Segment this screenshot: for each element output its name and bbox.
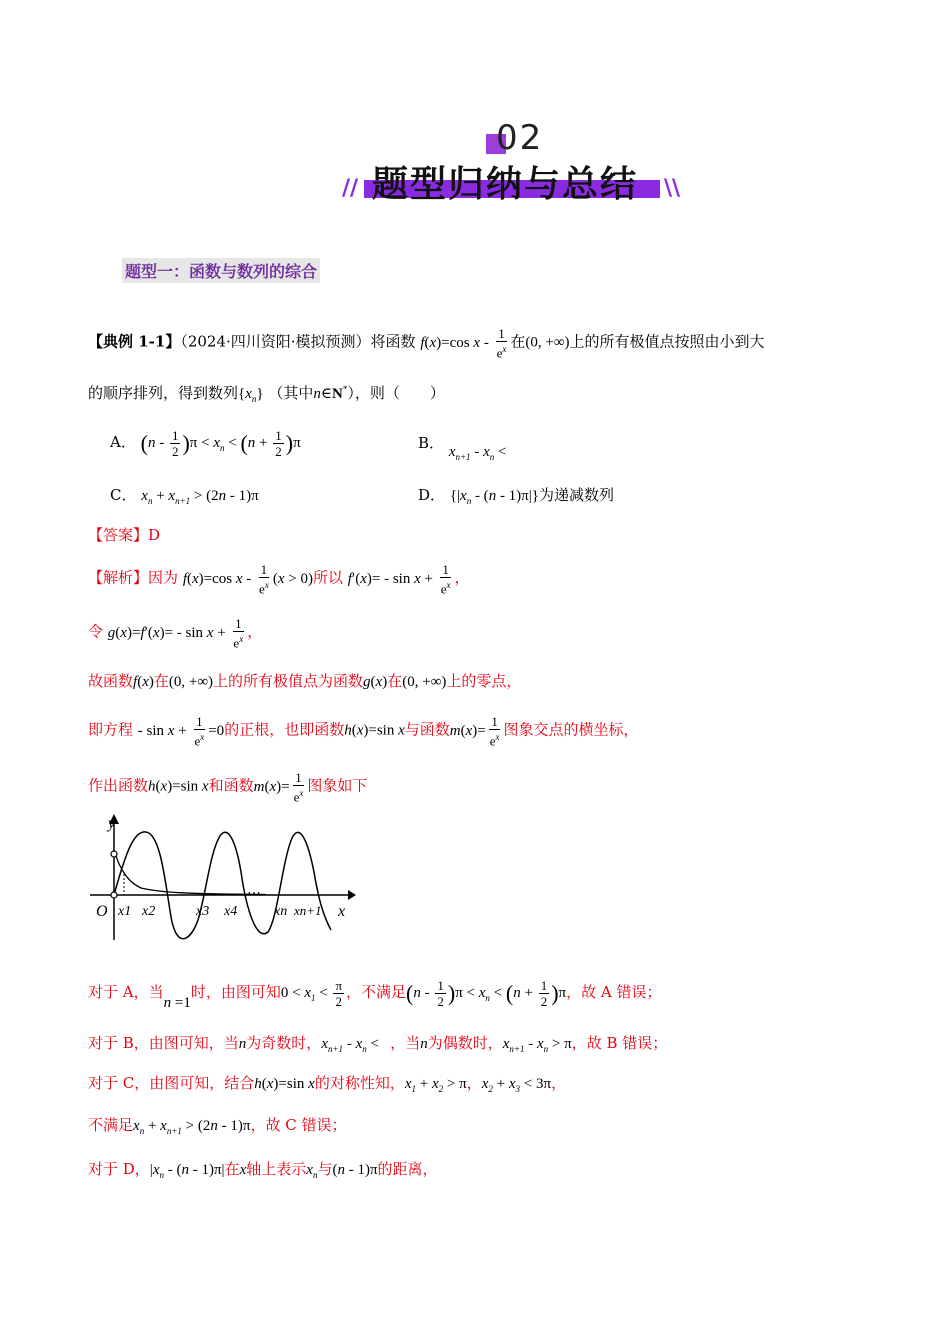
graph-x-label: x (338, 903, 346, 920)
tick-x4: x4 (224, 904, 238, 919)
analysis-option-c-2: 不满足$x_n + x_{n+1} > (2n - 1)\pi$，故 C 错误； (88, 1116, 347, 1136)
problem-line-1: 【典例 1-1】（2024·四川资阳·模拟预测）将函数 f(x)=cos x - $\frac{1}{e^x}$ 在(0, +∞)上的所有极值点按照由小到大 (88, 326, 765, 361)
analysis-line-1: 【解析】因为 f(x)=cos x - $\frac{1}{e^x}$ (x > 0)所以 f′(x)= - sin x + $\frac{1}{e^x}$ ， (88, 562, 470, 597)
analysis-label: 【解析】 (88, 568, 149, 587)
y-intercept-point (111, 851, 117, 857)
header-slash-left: // (342, 176, 359, 201)
sine-curve (114, 832, 331, 939)
sequence-xn: $\{x_n\}$ (238, 386, 264, 404)
analysis-line-2: 令 g(x)=f′(x)= - sin x + $\frac{1}{e^x}$ ， (88, 616, 263, 651)
formula-f: f(x)=cos x - $\frac{1}{e^x}$ (420, 326, 507, 361)
problem-line-2: 的顺序排列，得到数列$\{x_n\}$ （其中n∈N*），则（ ） (88, 384, 445, 404)
origin-point (111, 892, 117, 898)
analysis-line-3: 故函数f(x)在(0, +∞)上的所有极值点为函数g(x)在(0, +∞)上的零点， (88, 672, 522, 690)
problem-label: 【典例 1-1】 (88, 332, 181, 351)
option-d[interactable]: D． $\{|x_n - (n - 1)\pi|\}$为递减数列 (418, 486, 614, 506)
tick-xn: xn (274, 904, 288, 919)
answer-value: D (148, 526, 161, 544)
header-number: 02 (496, 118, 544, 158)
tick-x2: x2 (142, 904, 156, 919)
analysis-line-4: 即方程 - sin x + $\frac{1}{e^x}$ =0的正根，也即函数h(x)=sin x与函数m(x)= $\frac{1}{e^x}$ 图象交点的横坐标， (88, 714, 639, 749)
tick-x3: x3 (196, 904, 210, 919)
n-in-N: n∈N* (313, 384, 348, 402)
option-a[interactable]: A． (n - $\frac{1}{2}$ )$\pi < x_n < (n$ + $\frac{1}{2}$ )π (110, 428, 301, 459)
analysis-option-c: 对于 C，由图可知，结合h(x)=sin x的对称性知，$x_1 + x_2 > \pi$，$x_2 + x_3 < 3\pi$， (88, 1074, 567, 1094)
option-c[interactable]: C． $x_n + x_{n+1} > (2n - 1)\pi$ (110, 486, 259, 506)
analysis-option-a: 对于 A，当n =1时，由图可知$0 < x_1$ < $\frac{\pi}{2}$ ，不满足(n - $\frac{1}{2}$ )$\pi < x_n < (n$ + $\frac{1}{2}$ )π，故 A 错误； (88, 978, 662, 1011)
analysis-option-b: 对于 B，由图可知，当n为奇数时，$x_{n+1} - x_n$ < ，当n为偶数时，$x_{n+1} - x_n > \pi$，故 B 错误； (88, 1034, 668, 1054)
tick-xn1: xn+1 (294, 903, 322, 918)
section-title: 题型一：函数与数列的综合 (122, 258, 320, 283)
header-slash-right: \\ (664, 176, 681, 201)
function-graph (86, 812, 356, 942)
graph-y-label: y (108, 815, 116, 832)
option-b[interactable]: B． $x_{n+1} - x_n$ < (418, 434, 507, 462)
x-axis-arrow (348, 890, 356, 900)
answer-line (88, 522, 160, 548)
graph-origin-label: O (96, 903, 108, 920)
analysis-line-5: 作出函数h(x)=sin x和函数m(x)= $\frac{1}{e^x}$ 图象如下 (88, 770, 368, 805)
header-title: 题型归纳与总结 (372, 164, 639, 205)
analysis-option-d: 对于 D，$|x_n - (n - 1)\pi|$在x轴上表示$x_n$与(n - 1)π的距离， (88, 1160, 438, 1180)
problem-source: （2024·四川资阳·模拟预测） (180, 332, 371, 351)
answer-label: 【答案】 (88, 526, 149, 544)
interval: (0, +∞) (525, 334, 570, 351)
graph-ellipsis: … (247, 882, 261, 898)
tick-x1: x1 (118, 904, 132, 919)
